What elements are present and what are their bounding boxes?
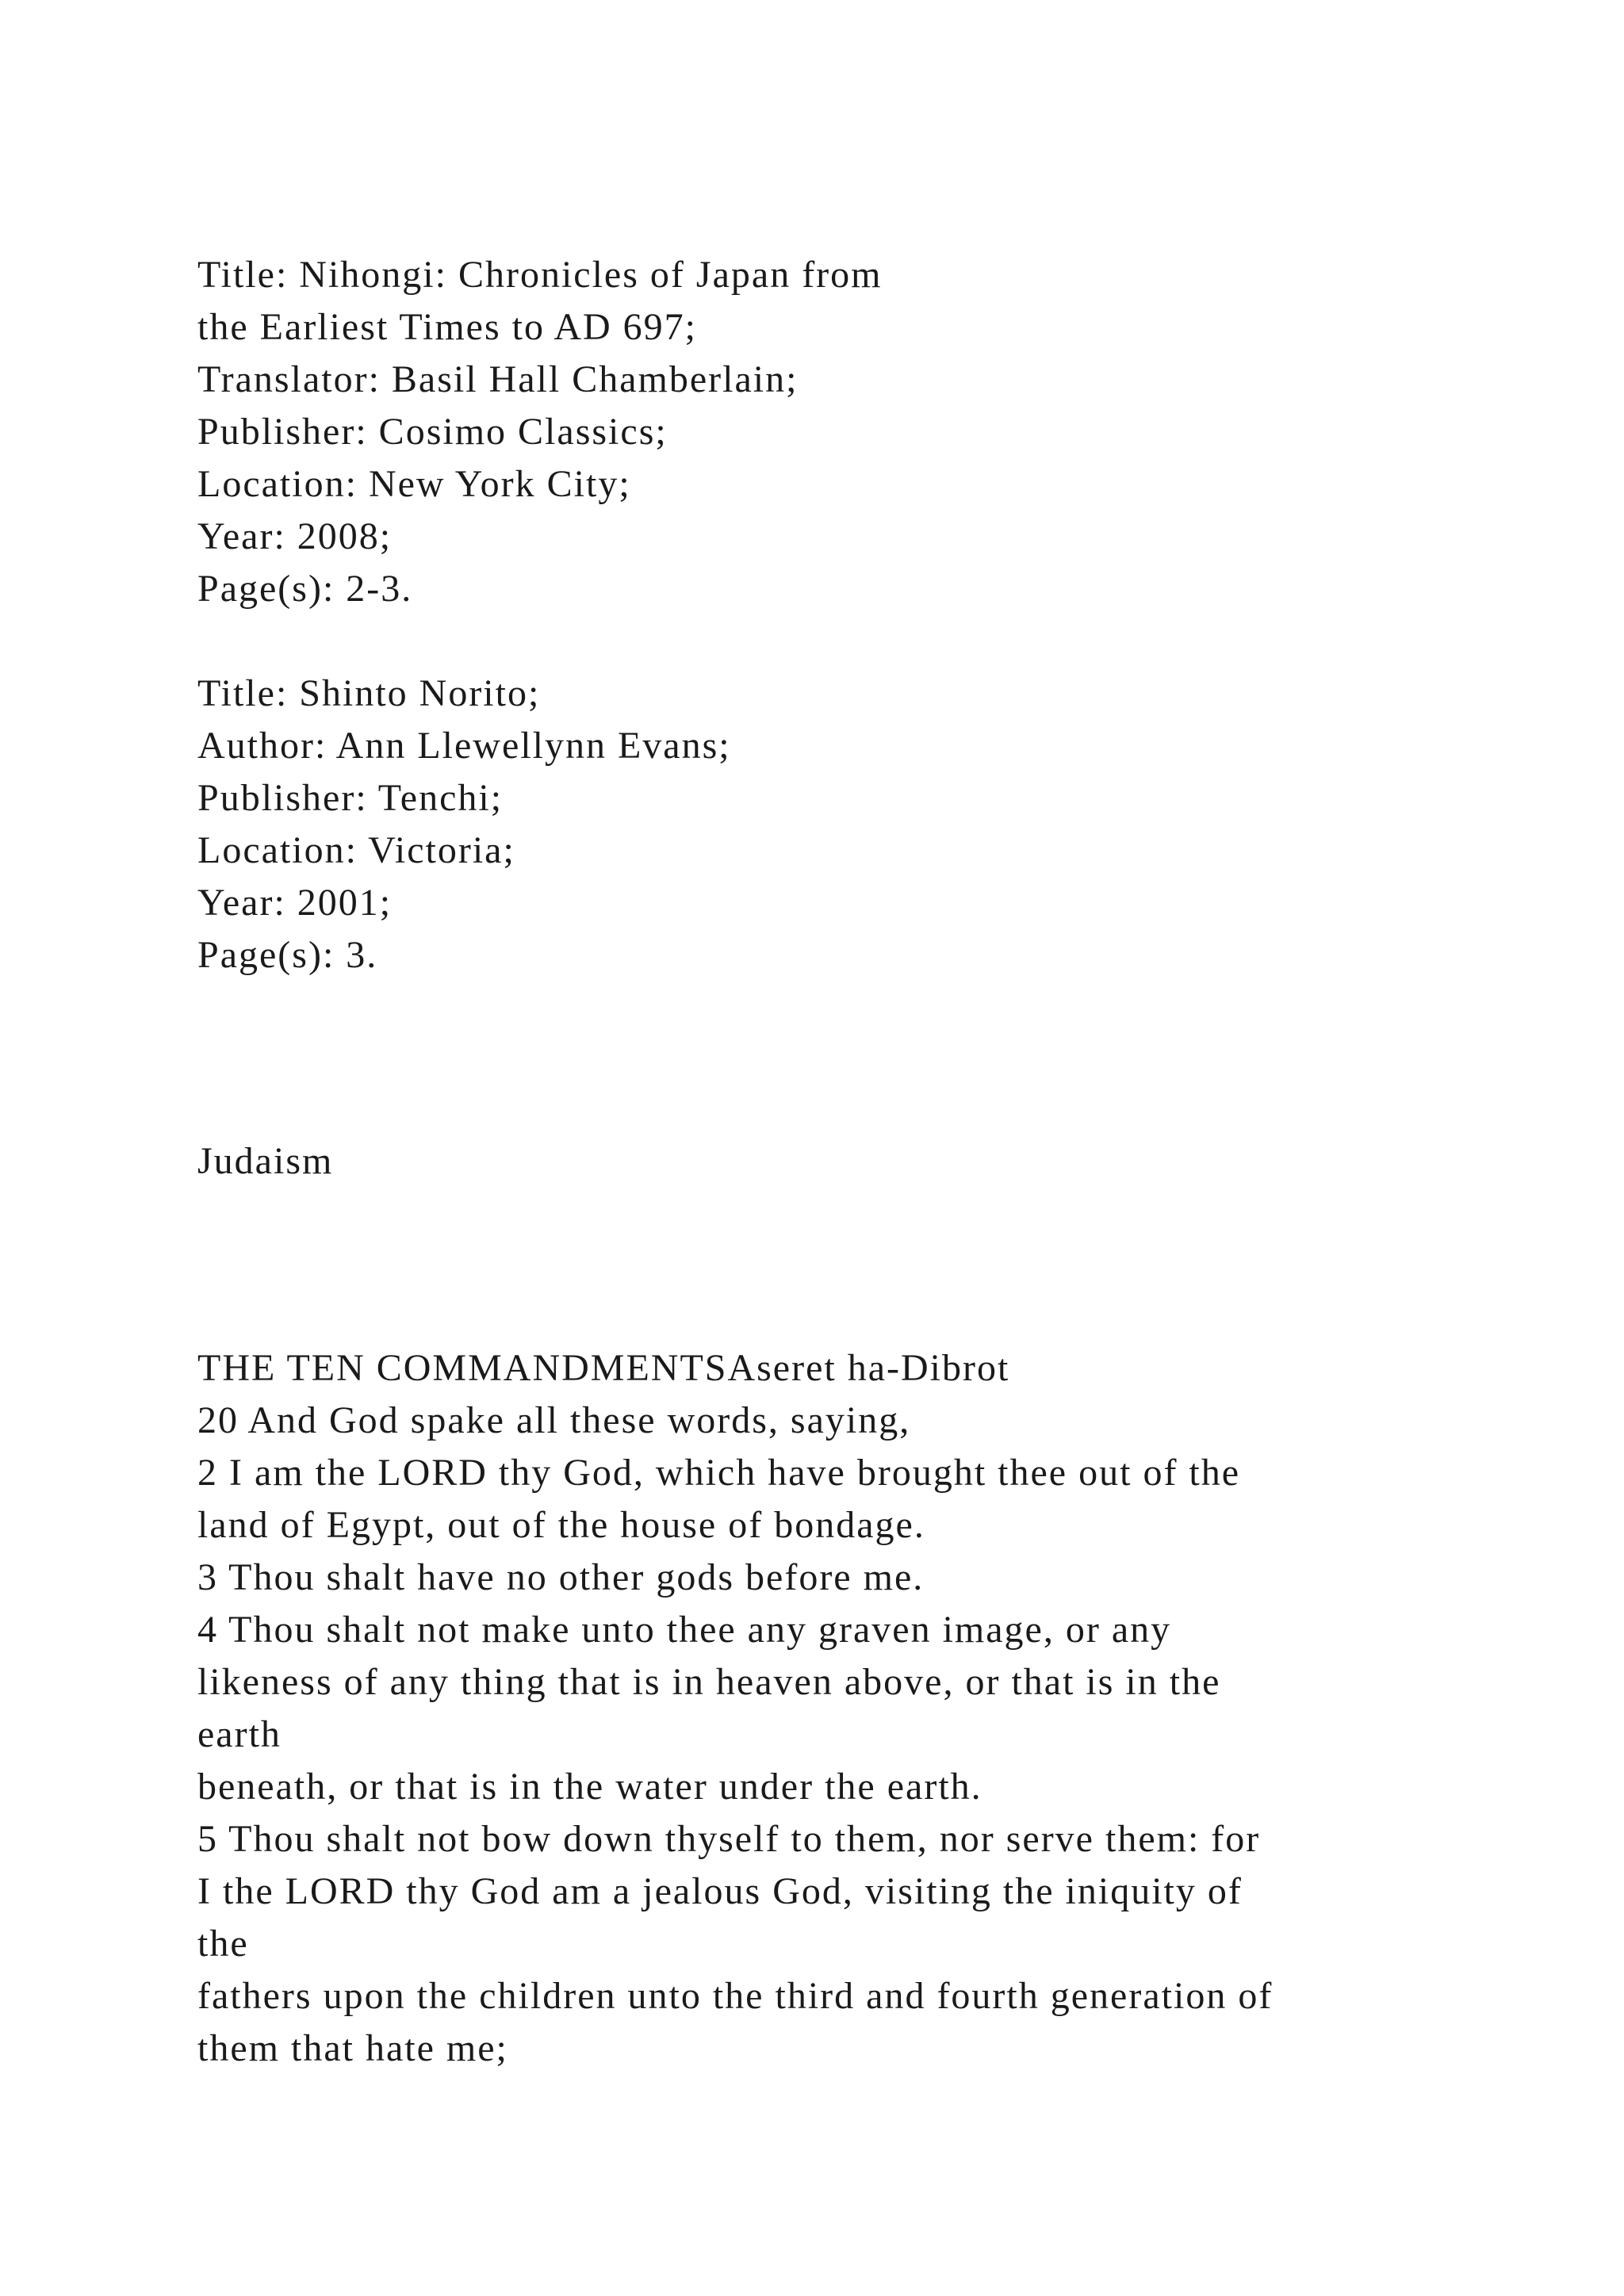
verse-line: 4 Thou shalt not make unto thee any graven image, or any <box>197 1609 1172 1651</box>
verse-line: land of Egypt, out of the house of bondage. <box>197 1504 925 1546</box>
verse-line: fathers upon the children unto the third and fourth generation of <box>197 1975 1274 2017</box>
source-1-title-line-1: Title: Nihongi: Chronicles of Japan from <box>197 254 883 296</box>
verse-line: I the LORD thy God am a jealous God, visiting the iniquity of <box>197 1870 1243 1912</box>
verse-line: earth <box>197 1713 282 1755</box>
verse-line: 3 Thou shalt have no other gods before me. <box>197 1556 925 1598</box>
source-2-publisher: Publisher: Tenchi; <box>197 777 504 819</box>
source-2-pages: Page(s): 3. <box>197 934 378 976</box>
source-1-translator: Translator: Basil Hall Chamberlain; <box>197 358 799 400</box>
verse-line: likeness of any thing that is in heaven above, or that is in the <box>197 1661 1221 1703</box>
section-heading: Judaism <box>197 1140 334 1182</box>
source-1-publisher: Publisher: Cosimo Classics; <box>197 411 668 453</box>
verse-line: the <box>197 1923 249 1965</box>
verse-line: them that hate me; <box>197 2027 508 2069</box>
source-1-year: Year: 2008; <box>197 515 393 557</box>
verse-line: 20 And God spake all these words, saying, <box>197 1399 911 1441</box>
source-2-year: Year: 2001; <box>197 882 393 924</box>
source-1-location: Location: New York City; <box>197 463 631 505</box>
source-2-location: Location: Victoria; <box>197 829 515 871</box>
source-2-title: Title: Shinto Norito; <box>197 672 541 714</box>
text-heading: THE TEN COMMANDMENTSAseret ha-Dibrot <box>197 1347 1010 1389</box>
source-1-title-line-2: the Earliest Times to AD 697; <box>197 306 698 348</box>
verse-line: 5 Thou shalt not bow down thyself to them, nor serve them: for <box>197 1818 1261 1860</box>
source-2-author: Author: Ann Llewellynn Evans; <box>197 725 731 767</box>
verse-line: beneath, or that is in the water under the earth. <box>197 1766 982 1808</box>
verse-line: 2 I am the LORD thy God, which have brought thee out of the <box>197 1452 1241 1494</box>
source-1-pages: Page(s): 2-3. <box>197 568 413 610</box>
